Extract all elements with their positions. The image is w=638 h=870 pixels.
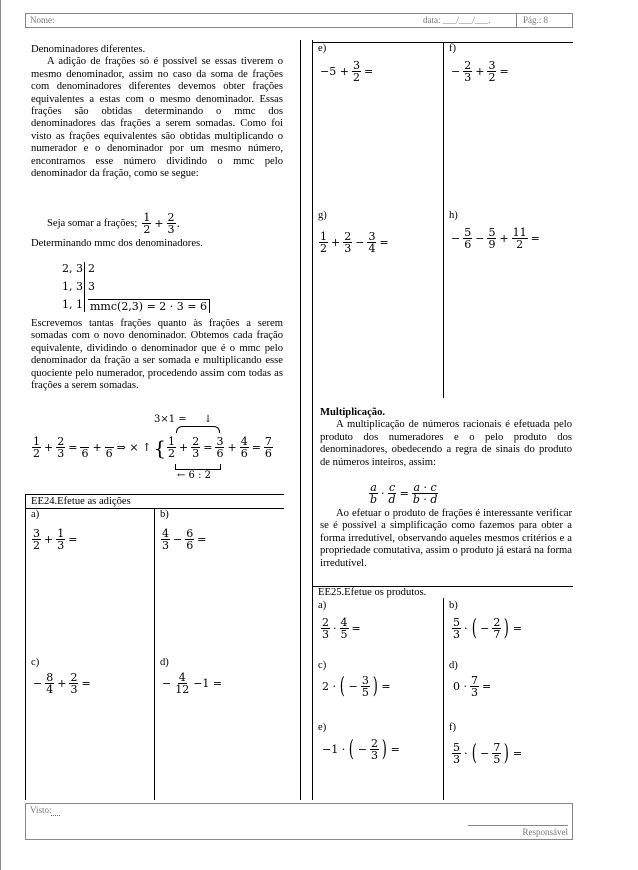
ee25-title: EE25.Efetue os produtos. bbox=[318, 587, 427, 598]
mult-formula: $\frac{a}{b}$ · $\frac{c}{d}$ = $\frac{a \cdot c}{b \cdot d}$ bbox=[370, 481, 438, 506]
fraction: $\frac{1}{2}$ bbox=[33, 435, 40, 460]
fraction: $\frac{3}{2}$ bbox=[488, 59, 496, 84]
fraction: $\frac{5}{3}$ bbox=[453, 741, 460, 766]
exercise-label-25d: d) bbox=[449, 660, 458, 671]
exercise-label-25b: b) bbox=[449, 600, 458, 611]
fraction: $\frac{4}{6}$ bbox=[240, 435, 248, 460]
exercise-label-h: h) bbox=[449, 210, 458, 221]
fraction: $\frac{7}{6}$ bbox=[264, 435, 272, 460]
fraction: $\frac{5}{9}$ bbox=[488, 226, 496, 251]
page-header bbox=[25, 13, 573, 28]
ee24-title: EE24.Efetue as adições bbox=[31, 496, 131, 507]
mmc-row: 2, 3 bbox=[62, 262, 83, 275]
fraction: 6 bbox=[80, 436, 89, 459]
fraction: $\frac{5}{3}$ bbox=[453, 616, 460, 641]
mmc-row: 1, 1 bbox=[62, 298, 83, 311]
exercise-d: − $\frac{4}{12}$ −1 = bbox=[162, 671, 223, 696]
fraction: $\frac{4}{12}$ bbox=[175, 671, 190, 696]
exercise-label-e: e) bbox=[318, 43, 327, 54]
mmc-divisor: 3 bbox=[88, 280, 95, 293]
fraction: $\frac{7}{5}$ bbox=[493, 741, 501, 766]
fraction: $\frac{1}{2}$ bbox=[143, 211, 151, 236]
mmc-row: 1, 3 bbox=[62, 280, 83, 293]
exercise-h: − $\frac{5}{6}$ − $\frac{5}{9}$ + $\frac{11}{2}$ = bbox=[451, 226, 540, 251]
exercise-f: − $\frac{2}{3}$ + $\frac{3}{2}$ = bbox=[451, 59, 509, 84]
fraction: $\frac{3}{5}$ bbox=[361, 674, 369, 699]
fraction: $\frac{1}{2}$ bbox=[320, 230, 327, 255]
date-field-label: data: ___/___/___. bbox=[423, 15, 491, 25]
exercise-label-d: d) bbox=[160, 657, 169, 668]
fraction: $\frac{11}{2}$ bbox=[512, 226, 527, 251]
signature-line bbox=[468, 825, 568, 826]
exercise-label-b: b) bbox=[160, 509, 169, 520]
exercise-label-a: a) bbox=[31, 509, 40, 520]
paragraph-adicao: A adição de frações só é possível se essas tiverem o mesmo denominador, assim no caso da soma de frações com denominadores diferentes devemos obter frações equivalentes a estas com o mesmo denominador. Essas frações são obtidas determinando o mmc dos denominadores das frações a serem somadas. Como foi visto as frações equivalentes são obtidas multiplicando o numerador e o denominador por um mesmo número, encontramos esse número dividindo o mmc pelo denominador da fração, como se segue: bbox=[31, 56, 283, 180]
visto-label: Visto: bbox=[30, 805, 60, 815]
exercise-e: −5 + $\frac{3}{2}$ = bbox=[320, 59, 374, 84]
seja-line: Seja somar a frações; $\frac{1}{2}$ + $\frac{2}{3}$ . bbox=[47, 211, 181, 236]
seja-text: Seja somar a frações; bbox=[47, 218, 138, 229]
fraction: $\frac{c}{d}$ bbox=[388, 481, 396, 506]
fraction: $\frac{a \cdot c}{b \cdot d}$ bbox=[412, 481, 438, 506]
exercise-label-25c: c) bbox=[318, 660, 327, 671]
exercise-25c: 2 · ( − $\frac{3}{5}$ ) = bbox=[322, 673, 391, 699]
exercise-label-25f: f) bbox=[449, 722, 457, 733]
fraction: $\frac{a}{b}$ bbox=[370, 481, 378, 506]
arrow-sequence: ⇒ × ↑ bbox=[116, 441, 152, 454]
responsavel-label: Responsável bbox=[522, 827, 568, 837]
exercise-25f: $\frac{5}{3}$ · ( − $\frac{7}{5}$ ) = bbox=[453, 740, 523, 766]
name-field-label: Nome: bbox=[30, 15, 55, 25]
exercise-label-25e: e) bbox=[318, 722, 327, 733]
fraction: $\frac{2}{3}$ bbox=[57, 435, 65, 460]
mmc-result: mmc(2,3) = 2 · 3 = 6 bbox=[88, 299, 210, 313]
section-title-denominadores: Denominadores diferentes. bbox=[31, 44, 146, 55]
exercise-label-f: f) bbox=[449, 43, 457, 54]
exercise-25e: −1 · ( − $\frac{2}{3}$ ) = bbox=[322, 736, 400, 762]
worked-example: 3×1 = ↓ $\frac{1}{2}$ + $\frac{2}{3}$ = 6 + 6 ⇒ × ↑ { $\frac{1}{2}$ + $\frac{2}{3}$ = $\frac{3}{6}$ + $\frac{4}{6}$ = $\frac{7}{6}$ ← 6 : 2 bbox=[33, 414, 272, 481]
fraction: $\frac{4}{3}$ bbox=[162, 527, 169, 552]
section-title-multiplicacao: Multiplicação. bbox=[320, 407, 386, 418]
exercise-25a: $\frac{2}{3}$ · $\frac{4}{5}$ = bbox=[322, 616, 361, 641]
page-left-margin-line bbox=[0, 0, 1, 870]
fraction: $\frac{4}{5}$ bbox=[340, 616, 348, 641]
exercise-b: $\frac{4}{3}$ − $\frac{6}{6}$ = bbox=[162, 527, 207, 552]
fraction: $\frac{2}{7}$ bbox=[493, 616, 501, 641]
mmc-divisor: 2 bbox=[88, 262, 95, 275]
fraction: $\frac{3}{4}$ bbox=[368, 230, 376, 255]
left-intro-text bbox=[31, 44, 283, 180]
fraction: $\frac{2}{3}$ bbox=[70, 671, 78, 696]
fraction: $\frac{5}{6}$ bbox=[464, 226, 472, 251]
page-number: Pág.: 8 bbox=[516, 14, 548, 27]
fraction: $\frac{2}{3}$ bbox=[464, 59, 472, 84]
fraction: $\frac{2}{3}$ bbox=[192, 435, 200, 460]
annotation-bottom: ← 6 : 2 bbox=[177, 470, 212, 481]
exercise-c: − $\frac{8}{4}$ + $\frac{2}{3}$ = bbox=[33, 671, 91, 696]
determinando-text: Determinando mmc dos denominadores. bbox=[31, 238, 203, 249]
paragraph-multiplicacao: A multiplicação de números racionais é efetuada pelo produto dos numeradores e o pelo produto dos denominadores, obedecendo a regra de sinais do produto de números inteiros, assim: bbox=[320, 419, 572, 468]
fraction: $\frac{7}{3}$ bbox=[471, 674, 478, 699]
mmc-table bbox=[60, 262, 220, 316]
fraction: $\frac{1}{2}$ bbox=[168, 435, 176, 460]
fraction: $\frac{3}{2}$ bbox=[352, 59, 360, 84]
page-footer bbox=[25, 803, 573, 840]
exercise-label-c: c) bbox=[31, 657, 40, 668]
exercise-25d: 0 · $\frac{7}{3}$ = bbox=[453, 674, 492, 699]
fraction: $\frac{2}{3}$ bbox=[371, 737, 379, 762]
fraction: $\frac{3}{2}$ bbox=[33, 527, 40, 552]
annotation-top: 3×1 = ↓ bbox=[154, 414, 213, 425]
exercise-label-25a: a) bbox=[318, 600, 327, 611]
fraction: $\frac{1}{3}$ bbox=[57, 527, 65, 552]
fraction: $\frac{6}{6}$ bbox=[186, 527, 194, 552]
paragraph-simplificacao: Ao efetuar o produto de frações é interessante verificar se é possível a simplificação como fazemos para obter a forma irredutível, observando aqueles mesmos critérios e a propriedade comutativa, assim o produto já estará na forma irredutível. bbox=[320, 508, 572, 569]
mult-section bbox=[320, 407, 572, 469]
fraction: $\frac{3}{6}$ bbox=[216, 435, 224, 460]
exercise-25b: $\frac{5}{3}$ · ( − $\frac{2}{7}$ ) = bbox=[453, 615, 523, 641]
paragraph-equivalentes: Escrevemos tantas frações quanto às frações a serem somadas com o novo denominador. Obtemos cada fração equivalente, dividindo o denominador que é o mmc pelo denominador da fração a ser somada e multiplicando esse quociente pelo numerador, procedendo assim com todas as frações a serem somadas. bbox=[31, 318, 283, 392]
exercise-label-g: g) bbox=[318, 210, 327, 221]
fraction: $\frac{2}{3}$ bbox=[344, 230, 352, 255]
exercise-a: $\frac{3}{2}$ + $\frac{1}{3}$ = bbox=[33, 527, 78, 552]
fraction: $\frac{2}{3}$ bbox=[167, 211, 175, 236]
exercise-g: $\frac{1}{2}$ + $\frac{2}{3}$ − $\frac{3}{4}$ = bbox=[320, 230, 389, 255]
fraction: $\frac{8}{4}$ bbox=[46, 671, 54, 696]
fraction: $\frac{2}{3}$ bbox=[322, 616, 329, 641]
fraction: 6 bbox=[105, 436, 114, 459]
